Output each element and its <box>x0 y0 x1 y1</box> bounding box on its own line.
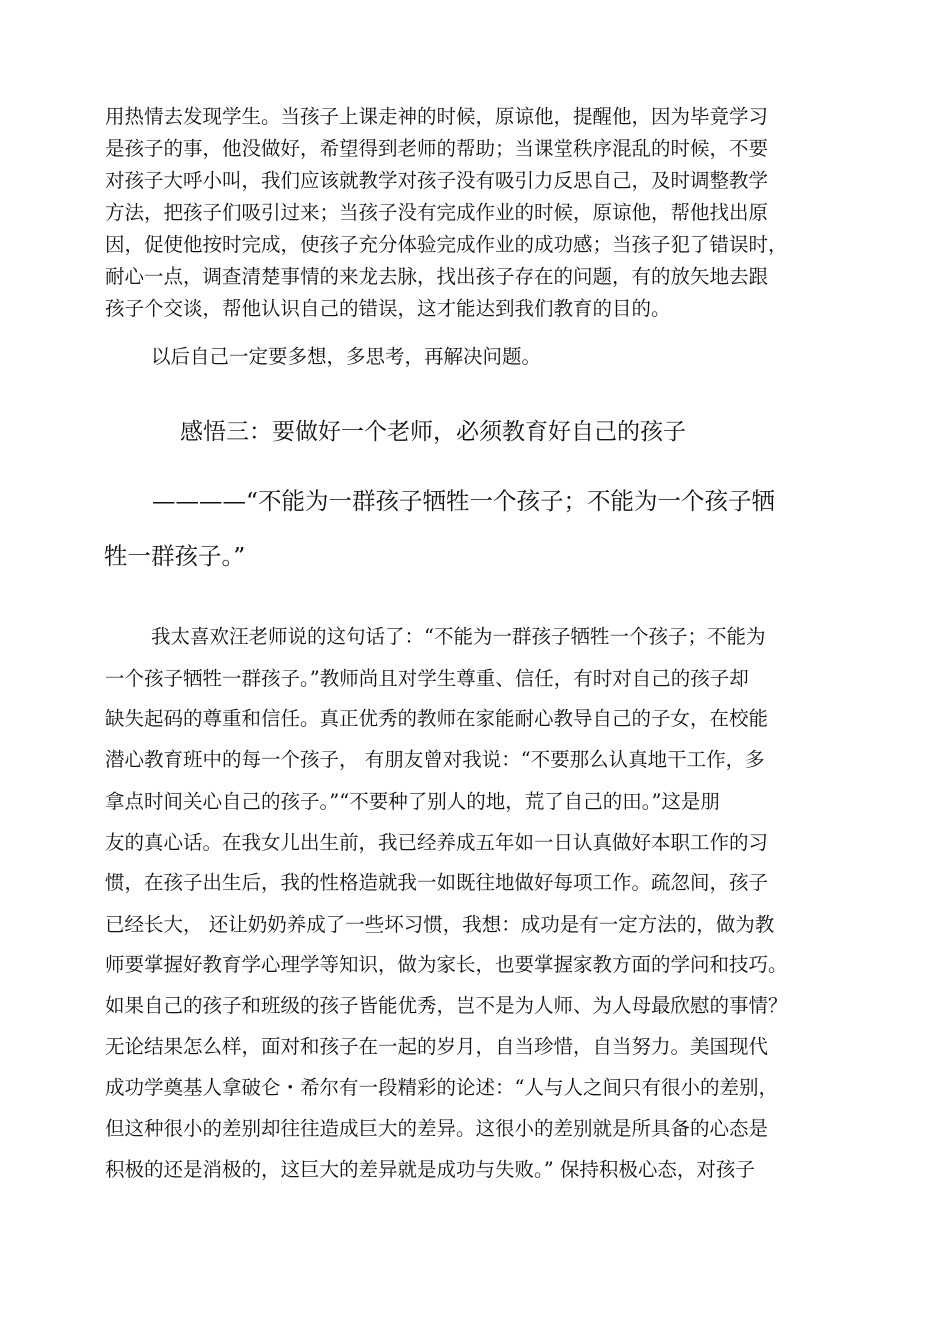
section-title: 感悟三：要做好一个老师，必须教育好自己的孩子 <box>180 419 686 445</box>
text-line: 友的真心话。在我女儿出生前，我已经养成五年如一日认真做好本职工作的习 <box>105 831 769 854</box>
text-line: 潜心教育班中的每一个孩子， 有朋友曾对我说：“不要那么认真地干工作，多 <box>105 748 765 771</box>
text-line: 孩子个交谈，帮他认识自己的错误，这才能达到我们教育的目的。 <box>105 297 671 320</box>
text-line: 因，促使他按时完成，使孩子充分体验完成作业的成功感；当孩子犯了错误时， <box>105 233 788 256</box>
text-line: 我太喜欢汪老师说的这句话了：“不能为一群孩子牺牲一个孩子；不能为 <box>151 625 766 648</box>
text-line: 如果自己的孩子和班级的孩子皆能优秀，岂不是为人师、为人母最欣慰的事情？ <box>105 994 788 1017</box>
text-line: 已经长大， 还让奶奶养成了一些坏习惯，我想：成功是有一定方法的，做为教 <box>105 913 775 936</box>
text-line: 拿点时间关心自己的孩子。”“不要种了别人的地，荒了自己的田。”这是朋 <box>105 790 720 813</box>
text-line: 但这种很小的差别却往往造成巨大的差异。这很小的差别就是所具备的心态是 <box>105 1117 769 1140</box>
text-line: 缺失起码的尊重和信任。真正优秀的教师在家能耐心教导自己的子女，在校能 <box>105 707 769 730</box>
section-subtitle: 牲一群孩子。” <box>104 542 246 570</box>
text-line: 以后自己一定要多想，多思考，再解决问题。 <box>151 345 542 368</box>
text-line: 一个孩子牺牲一群孩子。”教师尚且对学生尊重、信任，有时对自己的孩子却 <box>105 667 749 690</box>
text-line: 无论结果怎么样，面对和孩子在一起的岁月，自当珍惜，自当努力。美国现代 <box>105 1035 769 1058</box>
text-line: 耐心一点，调查清楚事情的来龙去脉，找出孩子存在的问题，有的放矢地去跟 <box>105 265 769 288</box>
text-line: 是孩子的事，他没做好，希望得到老师的帮助；当课堂秩序混乱的时候，不要 <box>105 137 769 160</box>
text-line: 惯，在孩子出生后，我的性格造就我一如既往地做好每项工作。疏忽间，孩子 <box>105 871 769 894</box>
text-line: 师要掌握好教育学心理学等知识，做为家长，也要掌握家教方面的学问和技巧。 <box>105 953 788 976</box>
text-line: 用热情去发现学生。当孩子上课走神的时候，原谅他，提醒他，因为毕竟学习 <box>105 105 769 128</box>
text-line: 积极的还是消极的，这巨大的差异就是成功与失败。” 保持积极心态，对孩子 <box>105 1158 755 1181</box>
text-line: 对孩子大呼小叫，我们应该就教学对孩子没有吸引力反思自己，及时调整教学 <box>105 169 769 192</box>
section-subtitle: ————“不能为一群孩子牺牲一个孩子；不能为一个孩子牺 <box>152 487 776 515</box>
text-line: 方法，把孩子们吸引过来；当孩子没有完成作业的时候，原谅他，帮他找出原 <box>105 201 769 224</box>
text-line: 成功学奠基人拿破仑・希尔有一段精彩的论述：“人与人之间只有很小的差别， <box>105 1076 778 1099</box>
